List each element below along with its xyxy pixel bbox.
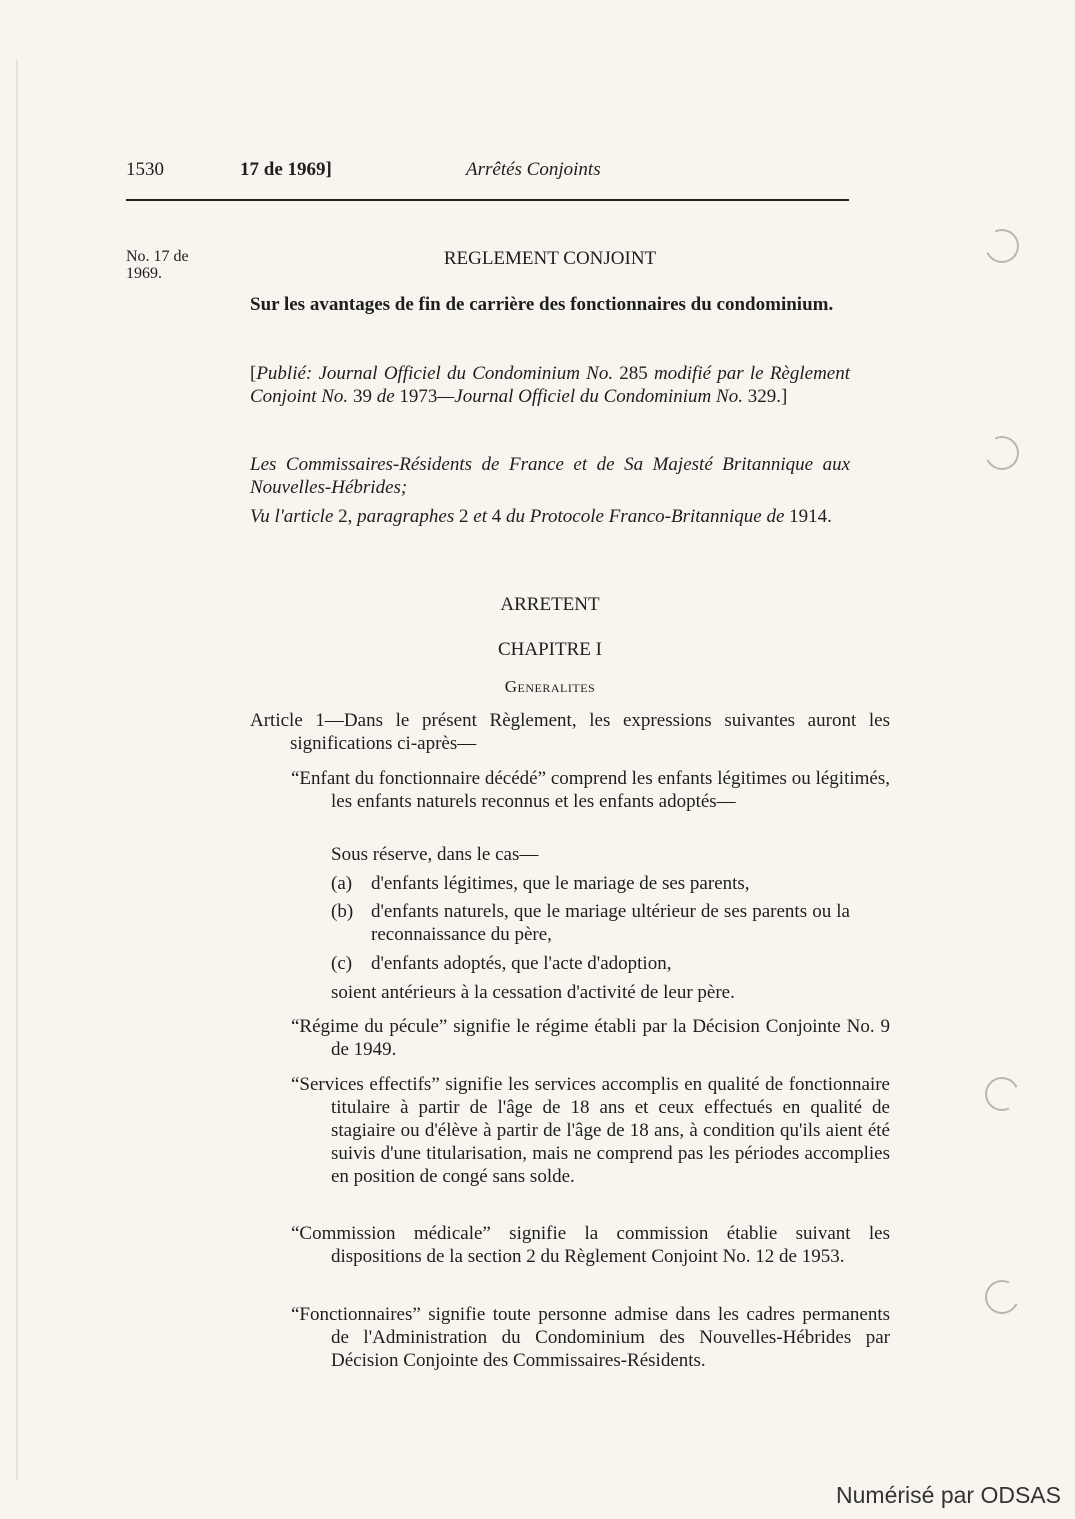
- digitization-credit: Numérisé par ODSAS: [836, 1482, 1061, 1508]
- document-title: REGLEMENT CONJOINT: [443, 248, 657, 269]
- punch-hole: [980, 224, 1024, 268]
- preamble-commissioners: Les Commissaires-Résidents de France et de Sa Majesté Britannique aux Nouvelles-Hébrides;: [250, 454, 850, 498]
- punch-hole: [980, 1072, 1024, 1116]
- running-title: Arrêtés Conjoints: [466, 159, 601, 180]
- page-edge: [16, 60, 18, 1480]
- document-subtitle: Sur les avantages de fin de carrière des fonctionnaires du condominium.: [250, 294, 834, 315]
- definition-services: “Services effectifs” signifie les services accomplis en qualité de fonctionnaire titulaire à partir de l'âge de 18 ans et ceux effectués en qualité de stagiaire ou d'élève à partir de l'âge de 18 ans, à condition qu'ils aient été suivis d'une titularisation, mais ne comprend pas les périodes accomplies en position de congé sans solde.: [291, 1074, 890, 1187]
- list-item-text: d'enfants adoptés, que l'acte d'adoption,: [371, 953, 672, 974]
- margin-note: [126, 248, 189, 282]
- list-item-label: (b): [331, 901, 354, 922]
- margin-note-line: 1969.: [126, 265, 162, 282]
- chapter-subtitle: Generalites: [504, 677, 596, 696]
- definition-commission: “Commission médicale” signifie la commission établie suivant les dispositions de la section 2 du Règlement Conjoint No. 12 de 1953.: [291, 1223, 890, 1267]
- list-item-text: d'enfants naturels, que le mariage ultérieur de ses parents ou la reconnaissance du père,: [371, 901, 850, 945]
- punch-hole: [980, 1275, 1024, 1319]
- list-item-label: (c): [331, 953, 353, 974]
- arretent-heading: ARRETENT: [500, 594, 600, 615]
- chapter-heading: CHAPITRE I: [498, 639, 602, 660]
- list-item: [331, 900, 850, 946]
- definition-fonctionnaires: “Fonctionnaires” signifie toute personne admise dans les cadres permanents de l'Administration du Condominium des Nouvelles-Hébrides par Décision Conjointe des Commissaires-Résidents.: [291, 1304, 890, 1371]
- list-item-text: d'enfants légitimes, que le mariage de ses parents,: [371, 873, 750, 894]
- reserve-text: Sous réserve, dans le cas—: [331, 844, 539, 865]
- page-number: 1530: [126, 159, 164, 180]
- publication-note: [Publié: Journal Officiel du Condominium No. 285 modifié par le Règlement Conjoint No. 39 de 1973—Journal Officiel du Condominium No. 329.]: [250, 363, 851, 407]
- list-item: [331, 952, 850, 975]
- definition-enfant: “Enfant du fonctionnaire décédé” comprend les enfants légitimes ou légitimés, les enfants naturels reconnus et les enfants adoptés—: [291, 768, 890, 812]
- margin-note-line: No. 17 de: [126, 248, 189, 265]
- header-rule: [126, 199, 849, 201]
- punch-hole: [980, 431, 1024, 475]
- article-1-intro: Article 1—Dans le présent Règlement, les expressions suivantes auront les significations ci-après—: [250, 710, 890, 754]
- header-reference: 17 de 1969]: [240, 159, 332, 180]
- list-item-label: (a): [331, 873, 353, 894]
- list-item: [331, 872, 850, 895]
- definition-pecule: “Régime du pécule” signifie le régime établi par la Décision Conjointe No. 9 de 1949.: [291, 1016, 890, 1060]
- preamble-vu: Vu l'article 2, paragraphes 2 et 4 du Protocole Franco-Britannique de 1914.: [250, 506, 832, 527]
- list-closing: soient antérieurs à la cessation d'activité de leur père.: [331, 982, 735, 1003]
